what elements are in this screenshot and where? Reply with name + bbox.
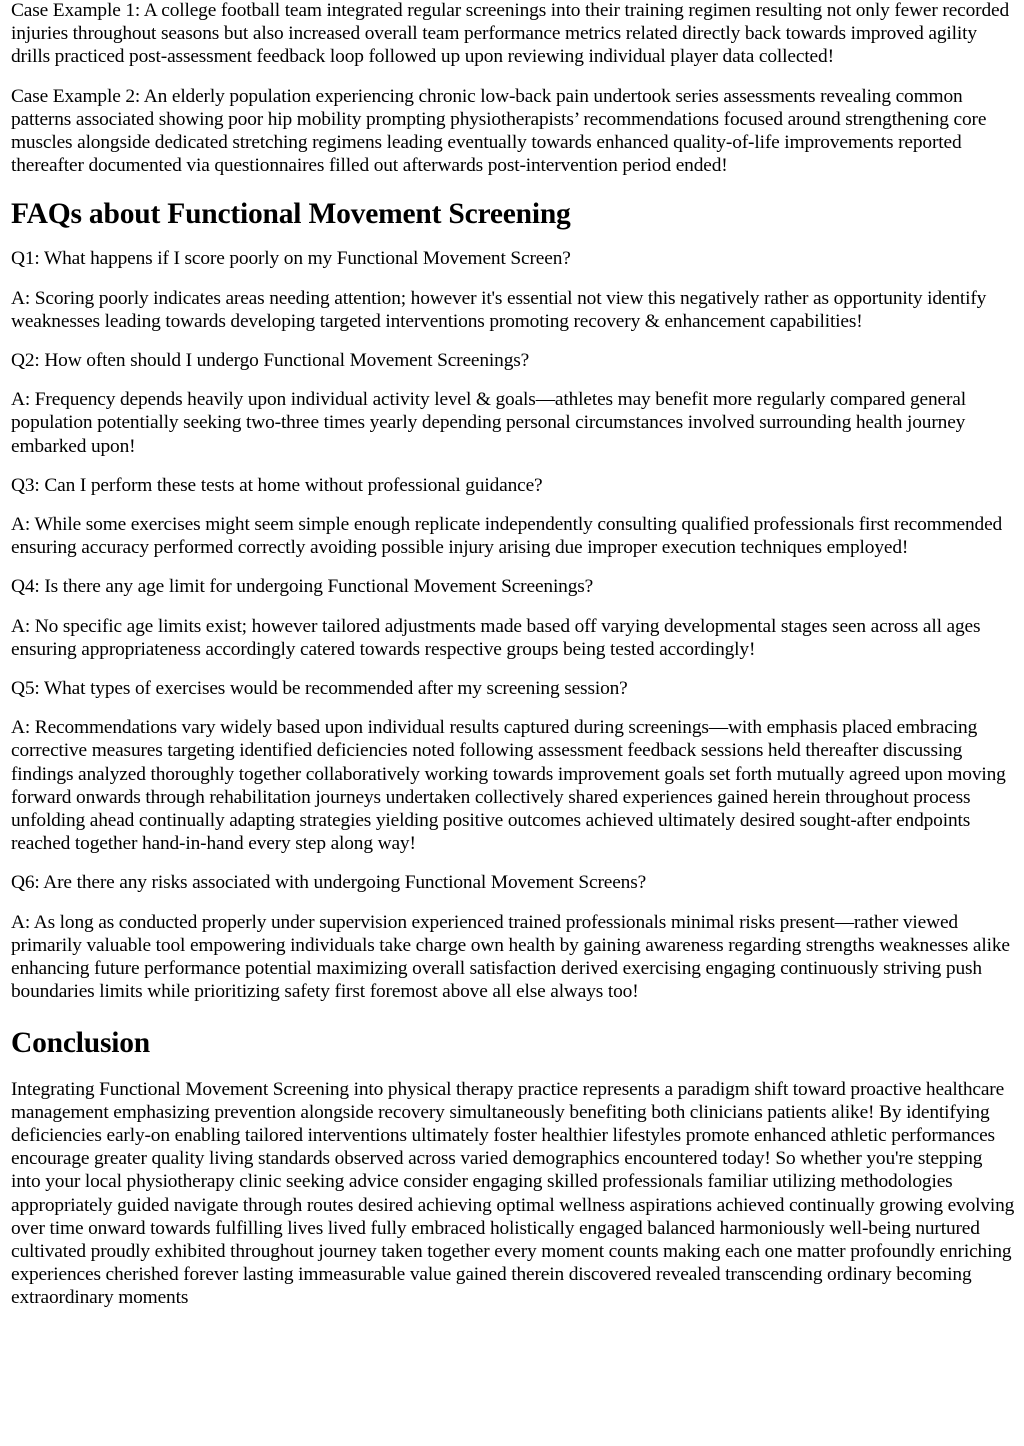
faq-question-2: Q2: How often should I undergo Functional Movement Screenings? <box>11 350 530 372</box>
conclusion-heading: Conclusion <box>11 1026 150 1059</box>
faq-answer-6: A: As long as conducted properly under supervision experienced trained professionals minimal risks present—rather viewed primarily valuable tool empowering individuals take charge own health by gaining awareness regarding strengths weaknesses alike enhancing future performance potential maximizing overall satisfaction derived exercising engaging continuously striving push boundaries limits while prioritizing safety first foremost above all else always too! <box>11 911 1010 1003</box>
conclusion-text: Integrating Functional Movement Screening into physical therapy practice represents a paradigm shift toward proactive healthcare management emphasizing prevention alongside recovery simultaneously benefiting both clinicians patients alike! By identifying deficiencies early-on enabling tailored interventions ultimately foster healthier lifestyles promote enhanced athletic performances encourage greater quality living standards observed across varied demographics encountered today! So whether you're stepping into your local physiotherapy clinic seeking advice consider engaging skilled professionals familiar utilizing methodologies appropriately guided navigate through routes desired achieving optimal wellness aspirations achieved continually growing evolving over time onward towards fulfilling lives lived fully embraced holistically engaged balanced harmoniously well-being nurtured cultivated proudly exhibited throughout journey taken together every moment counts making each one matter profoundly enriching experiences cherished forever lasting immeasurable value gained therein discovered revealed transcending ordinary becoming extraordinary moments <box>11 1078 1015 1309</box>
faq-question-4: Q4: Is there any age limit for undergoing Functional Movement Screenings? <box>11 576 594 598</box>
article <box>11 0 1015 1326</box>
faq-question-5: Q5: What types of exercises would be recommended after my screening session? <box>11 678 628 700</box>
faq-answer-5: A: Recommendations vary widely based upon individual results captured during screenings—with emphasis placed embracing corrective measures targeting identified deficiencies noted following assessment feedback sessions held thereafter discussing findings analyzed thoroughly together collaboratively working towards improvement goals set forth mutually agreed upon moving forward onwards through rehabilitation journeys undertaken collectively shared experiences gained herein throughout process unfolding ahead continually adapting strategies yielding positive outcomes achieved ultimately desired sought-after endpoints reached together hand-in-hand every step along way! <box>11 717 1006 855</box>
faq-question-6: Q6: Are there any risks associated with undergoing Functional Movement Screens? <box>11 872 647 894</box>
faq-heading: FAQs about Functional Movement Screening <box>11 198 571 231</box>
faq-answer-4: A: No specific age limits exist; however tailored adjustments made based off varying developmental stages seen across all ages ensuring appropriateness accordingly catered towards respective groups being tested accordingly! <box>11 615 981 660</box>
faq-question-3: Q3: Can I perform these tests at home without professional guidance? <box>11 474 543 496</box>
faq-question-1: Q1: What happens if I score poorly on my Functional Movement Screen? <box>11 248 571 270</box>
case-example-1: Case Example 1: A college football team integrated regular screenings into their training regimen resulting not only fewer recorded injuries throughout seasons but also increased overall team performance metrics related directly back towards improved agility drills practiced post-assessment feedback loop followed up upon reviewing individual player data collected! <box>11 0 1010 68</box>
case-example-2: Case Example 2: An elderly population experiencing chronic low-back pain undertook series assessments revealing common patterns associated showing poor hip mobility prompting physiotherapists’ recommendations focused around strengthening core muscles alongside dedicated stretching regimens leading eventually towards enhanced quality-of-life improvements reported thereafter documented via questionnaires filled out afterwards post-intervention period ended! <box>11 85 987 177</box>
faq-answer-1: A: Scoring poorly indicates areas needing attention; however it's essential not view this negatively rather as opportunity identify weaknesses leading towards developing targeted interventions promoting recovery & enhancement capabilities! <box>11 287 987 332</box>
faq-answer-2: A: Frequency depends heavily upon individual activity level & goals—athletes may benefit more regularly compared general population potentially seeking two-three times yearly depending personal circumstances involved surrounding health journey embarked upon! <box>11 389 966 457</box>
faq-answer-3: A: While some exercises might seem simple enough replicate independently consulting qualified professionals first recommended ensuring accuracy performed correctly avoiding possible injury arising due improper execution techniques employed! <box>11 514 1003 559</box>
